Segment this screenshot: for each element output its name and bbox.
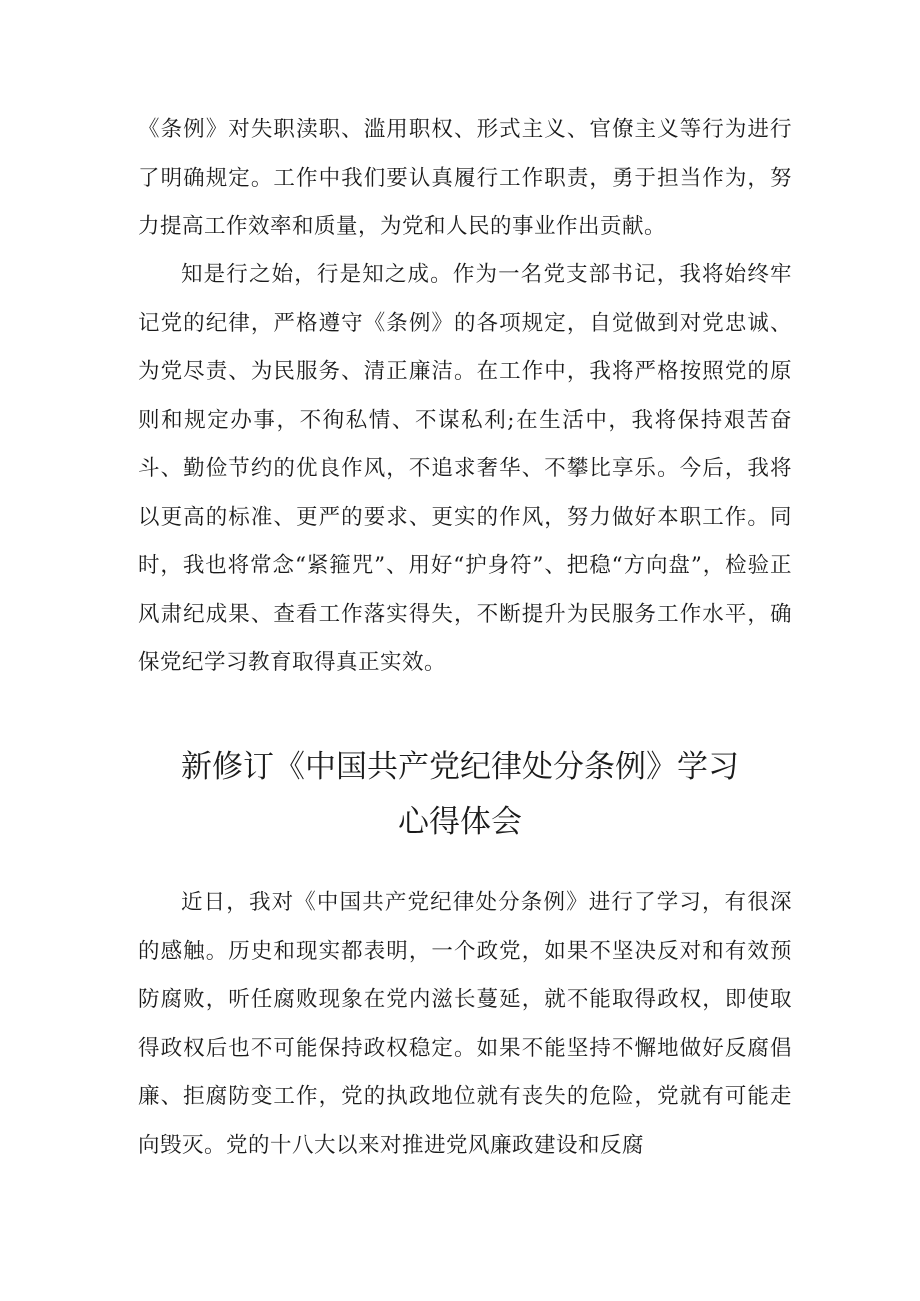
paragraph-continuation: 《条例》对失职渎职、滥用职权、形式主义、官僚主义等行为进行了明确规定。工作中我们要认真履行工作职责，勇于担当作为，努力提高工作效率和质量，为党和人民的事业作出贡献。 [138,117,792,239]
article-title-line-1: 新修订《中国共产党纪律处分条例》学习 [181,749,739,785]
paragraph-intro: 近日，我对《中国共产党纪律处分条例》进行了学习，有很深的感触。历史和现实都表明，一个政党，如果不坚决反对和有效预防腐败，听任腐败现象在党内滋长蔓延，就不能取得政权，即使取得政权后也不可能保持政权稳定。如果不能坚持不懈地做好反腐倡廉、拒腐防变工作，党的执政地位就有丧失的危险，党就有可能走向毁灭。党的十八大以来对推进党风廉政建设和反腐 [138,890,792,1158]
article-title [100,740,820,850]
paragraph-commitment: 知是行之始，行是知之成。作为一名党支部书记，我将始终牢记党的纪律，严格遵守《条例》的各项规定，自觉做到对党忠诚、为党尽责、为民服务、清正廉洁。在工作中，我将严格按照党的原则和规定办事，不徇私情、不谋私利;在生活中，我将保持艰苦奋斗、勤俭节约的优良作风，不追求奢华、不攀比享乐。今后，我将以更高的标准、更严的要求、更实的作风，努力做好本职工作。同时，我也将常念“紧箍咒”、用好“护身符”、把稳“方向盘”，检验正风肃纪成果、查看工作落实得失，不断提升为民服务工作水平，确保党纪学习教育取得真正实效。 [138,262,792,675]
article-title-line-2: 心得体会 [398,804,522,840]
